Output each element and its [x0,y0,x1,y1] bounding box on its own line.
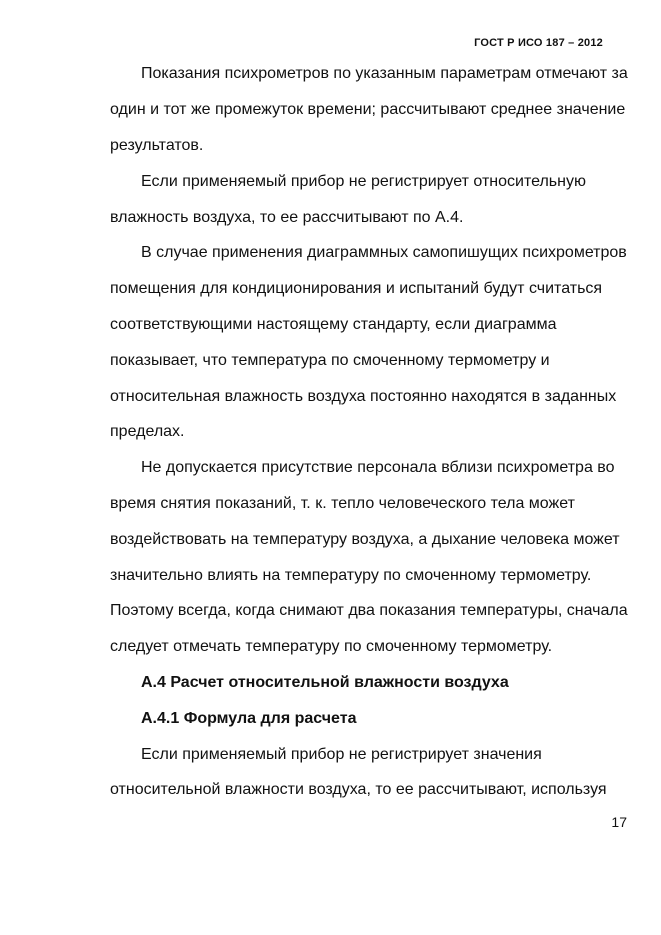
text-line: один и тот же промежуток времени; рассчитывают среднее значение [110,101,626,118]
subsection-heading: А.4.1 Формула для расчета [141,710,357,727]
text-line: следует отмечать температуру по смоченному термометру. [110,638,553,655]
page-number: 17 [611,814,627,830]
text-line: время снятия показаний, т. к. тепло человеческого тела может [110,495,575,512]
text-line: Поэтому всегда, когда снимают два показания температуры, сначала [110,602,628,619]
text-line: В случае применения диаграммных самопишущих психрометров [141,244,627,261]
text-line: пределах. [110,423,185,440]
text-line: воздействовать на температуру воздуха, а дыхание человека может [110,531,620,548]
text-line: соответствующими настоящему стандарту, если диаграмма [110,316,557,333]
text-line: влажность воздуха, то ее рассчитывают по А.4. [110,209,464,226]
text-line: Если применяемый прибор не регистрирует относительную [141,173,586,190]
text-line: Если применяемый прибор не регистрирует значения [141,746,542,763]
text-line: Не допускается присутствие персонала вблизи психрометра во [141,459,615,476]
text-line: относительной влажности воздуха, то ее рассчитывают, используя [110,781,607,798]
document-header: ГОСТ Р ИСО 187 – 2012 [474,37,603,49]
text-line: значительно влиять на температуру по смоченному термометру. [110,567,592,584]
text-line: показывает, что температура по смоченному термометру и [110,352,550,369]
section-heading: А.4 Расчет относительной влажности воздуха [141,674,509,691]
text-line: результатов. [110,137,204,154]
text-line: Показания психрометров по указанным параметрам отмечают за [141,65,628,82]
text-line: помещения для кондиционирования и испытаний будут считаться [110,280,603,297]
text-line: относительная влажность воздуха постоянно находятся в заданных [110,388,617,405]
